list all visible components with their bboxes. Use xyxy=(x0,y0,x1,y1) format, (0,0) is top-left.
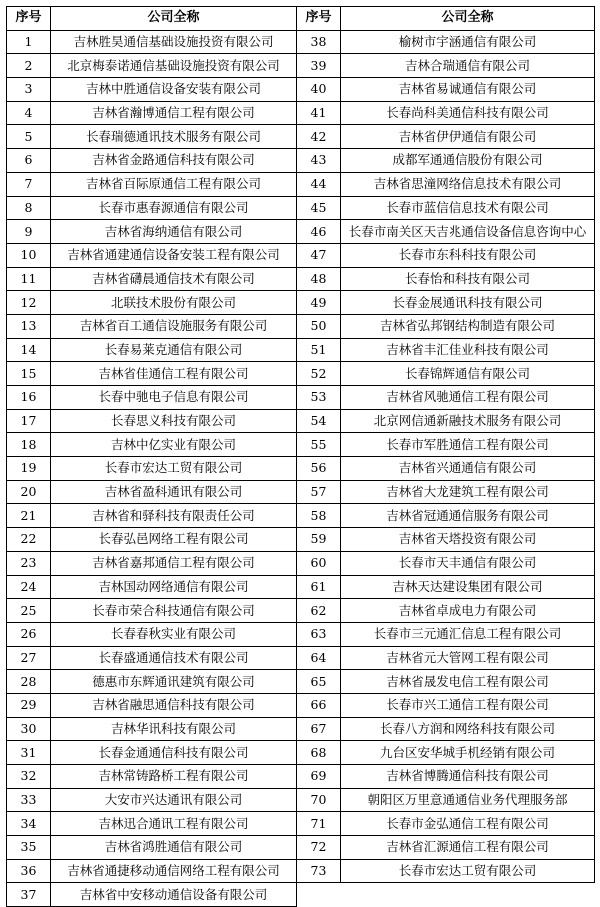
row-number: 15 xyxy=(7,362,51,386)
company-name: 长春市兴工通信工程有限公司 xyxy=(341,693,595,717)
row-number: 49 xyxy=(297,291,341,315)
row-number: 53 xyxy=(297,386,341,410)
company-name: 长春市蓝信信息技术有限公司 xyxy=(341,196,595,220)
table-row xyxy=(7,528,297,552)
row-number: 55 xyxy=(297,433,341,457)
table-row xyxy=(7,362,297,386)
table-row xyxy=(297,528,595,552)
table-row xyxy=(297,172,595,196)
table-row xyxy=(297,599,595,623)
company-name: 长春市三元通汇信息工程有限公司 xyxy=(341,622,595,646)
row-number: 56 xyxy=(297,457,341,481)
row-number: 48 xyxy=(297,267,341,291)
seq-header: 序号 xyxy=(7,7,51,31)
table-row xyxy=(297,693,595,717)
company-name: 成都军通通信股份有限公司 xyxy=(341,149,595,173)
table-row xyxy=(7,172,297,196)
company-name: 长春市荣合科技通信有限公司 xyxy=(51,599,297,623)
company-name: 吉林省通建通信设备安装工程有限公司 xyxy=(51,243,297,267)
table-row xyxy=(297,551,595,575)
company-name: 长春瑞德通讯技术服务有限公司 xyxy=(51,125,297,149)
row-number: 34 xyxy=(7,812,51,836)
row-number: 47 xyxy=(297,243,341,267)
row-number: 20 xyxy=(7,480,51,504)
company-name: 吉林迅合通讯工程有限公司 xyxy=(51,812,297,836)
company-name: 大安市兴达通讯有限公司 xyxy=(51,788,297,812)
table-row xyxy=(297,622,595,646)
row-number: 8 xyxy=(7,196,51,220)
row-number: 72 xyxy=(297,836,341,860)
table-row xyxy=(297,362,595,386)
row-number: 14 xyxy=(7,338,51,362)
table-row xyxy=(297,54,595,78)
company-name: 吉林省中安移动通信设备有限公司 xyxy=(51,883,297,907)
company-name: 吉林中胜通信设备安装有限公司 xyxy=(51,78,297,102)
company-name: 吉林省冠通通信服务有限公司 xyxy=(341,504,595,528)
company-name: 长春易莱克通信有限公司 xyxy=(51,338,297,362)
company-name: 吉林胜昊通信基础设施投资有限公司 xyxy=(51,30,297,54)
table-row xyxy=(7,54,297,78)
table-row xyxy=(297,409,595,433)
table-row xyxy=(7,220,297,244)
row-number: 62 xyxy=(297,599,341,623)
company-name: 吉林省瀚博通信工程有限公司 xyxy=(51,101,297,125)
table-row xyxy=(7,693,297,717)
row-number: 66 xyxy=(297,693,341,717)
row-number: 67 xyxy=(297,717,341,741)
company-name: 吉林省嘉邦通信工程有限公司 xyxy=(51,551,297,575)
row-number: 69 xyxy=(297,765,341,789)
company-name: 吉林省天塔投资有限公司 xyxy=(341,528,595,552)
row-number: 39 xyxy=(297,54,341,78)
row-number: 54 xyxy=(297,409,341,433)
row-number: 46 xyxy=(297,220,341,244)
table-row xyxy=(7,480,297,504)
table-row xyxy=(297,386,595,410)
company-name: 吉林省易诚通信有限公司 xyxy=(341,78,595,102)
table-row xyxy=(7,551,297,575)
row-number: 51 xyxy=(297,338,341,362)
table-row xyxy=(7,267,297,291)
table-row xyxy=(297,220,595,244)
table-row xyxy=(7,622,297,646)
company-name: 榆树市宇涵通信有限公司 xyxy=(341,30,595,54)
company-name: 吉林省礴晨通信技术有限公司 xyxy=(51,267,297,291)
row-number: 10 xyxy=(7,243,51,267)
row-number: 1 xyxy=(7,30,51,54)
company-name: 吉林省百工通信设施服务有限公司 xyxy=(51,314,297,338)
row-number: 29 xyxy=(7,693,51,717)
company-name: 长春市惠春源通信有限公司 xyxy=(51,196,297,220)
row-number: 65 xyxy=(297,670,341,694)
company-name: 长春市东科科技有限公司 xyxy=(341,243,595,267)
table-row xyxy=(297,646,595,670)
table-row xyxy=(7,314,297,338)
company-name: 吉林省伊伊通信有限公司 xyxy=(341,125,595,149)
row-number: 73 xyxy=(297,859,341,883)
row-number: 19 xyxy=(7,457,51,481)
row-number: 18 xyxy=(7,433,51,457)
company-name: 北联技术股份有限公司 xyxy=(51,291,297,315)
table-row xyxy=(7,670,297,694)
row-number: 58 xyxy=(297,504,341,528)
row-number: 4 xyxy=(7,101,51,125)
company-name: 长春怡和科技有限公司 xyxy=(341,267,595,291)
row-number: 32 xyxy=(7,765,51,789)
table-row xyxy=(297,765,595,789)
company-name: 北京网信通新融技术服务有限公司 xyxy=(341,409,595,433)
row-number: 64 xyxy=(297,646,341,670)
row-number: 35 xyxy=(7,836,51,860)
table-row xyxy=(297,196,595,220)
row-number: 17 xyxy=(7,409,51,433)
row-number: 9 xyxy=(7,220,51,244)
company-name: 吉林省百际原通信工程有限公司 xyxy=(51,172,297,196)
company-name: 长春八方润和网络科技有限公司 xyxy=(341,717,595,741)
table-row xyxy=(7,646,297,670)
company-name: 长春市天丰通信有限公司 xyxy=(341,551,595,575)
table-row xyxy=(297,267,595,291)
row-number: 23 xyxy=(7,551,51,575)
company-table-left xyxy=(6,6,297,907)
company-name: 吉林省盈科通讯有限公司 xyxy=(51,480,297,504)
row-number: 70 xyxy=(297,788,341,812)
company-name: 吉林省博腾通信科技有限公司 xyxy=(341,765,595,789)
table-row xyxy=(7,717,297,741)
row-number: 71 xyxy=(297,812,341,836)
row-number: 57 xyxy=(297,480,341,504)
company-name: 吉林中亿实业有限公司 xyxy=(51,433,297,457)
table-row xyxy=(297,314,595,338)
row-number: 41 xyxy=(297,101,341,125)
company-name: 吉林华讯科技有限公司 xyxy=(51,717,297,741)
table-row xyxy=(7,504,297,528)
row-number: 31 xyxy=(7,741,51,765)
name-header: 公司全称 xyxy=(341,7,595,31)
table-row xyxy=(297,457,595,481)
table-row xyxy=(7,196,297,220)
table-row xyxy=(7,765,297,789)
company-name: 长春弘邑网络工程有限公司 xyxy=(51,528,297,552)
table-row xyxy=(297,504,595,528)
table-row xyxy=(7,599,297,623)
row-number: 25 xyxy=(7,599,51,623)
table-row xyxy=(297,717,595,741)
company-name: 长春市宏达工贸有限公司 xyxy=(341,859,595,883)
table-row xyxy=(7,859,297,883)
company-name: 吉林省弘邦钢结构制造有限公司 xyxy=(341,314,595,338)
company-name: 吉林省兴通通信有限公司 xyxy=(341,457,595,481)
row-number: 7 xyxy=(7,172,51,196)
table-row xyxy=(7,433,297,457)
table-row xyxy=(7,243,297,267)
row-number: 11 xyxy=(7,267,51,291)
company-name: 吉林省思潼网络信息技术有限公司 xyxy=(341,172,595,196)
table-row xyxy=(297,670,595,694)
company-name: 吉林省和驿科技有限责任公司 xyxy=(51,504,297,528)
row-number: 22 xyxy=(7,528,51,552)
seq-header: 序号 xyxy=(297,7,341,31)
company-name: 长春春秋实业有限公司 xyxy=(51,622,297,646)
company-name: 长春尚科美通信科技有限公司 xyxy=(341,101,595,125)
row-number: 44 xyxy=(297,172,341,196)
company-name: 吉林省汇源通信工程有限公司 xyxy=(341,836,595,860)
company-name: 吉林省鸿胜通信有限公司 xyxy=(51,836,297,860)
table-row xyxy=(297,433,595,457)
table-row xyxy=(7,575,297,599)
row-number: 37 xyxy=(7,883,51,907)
row-number: 45 xyxy=(297,196,341,220)
company-name: 长春金通通信科技有限公司 xyxy=(51,741,297,765)
company-name: 吉林省佳通信工程有限公司 xyxy=(51,362,297,386)
row-number: 50 xyxy=(297,314,341,338)
row-number: 68 xyxy=(297,741,341,765)
company-name: 吉林合瑞通信有限公司 xyxy=(341,54,595,78)
company-name: 吉林省大龙建筑工程有限公司 xyxy=(341,480,595,504)
row-number: 43 xyxy=(297,149,341,173)
row-number: 52 xyxy=(297,362,341,386)
company-name: 吉林省晟发电信工程有限公司 xyxy=(341,670,595,694)
row-number: 26 xyxy=(7,622,51,646)
header-row xyxy=(297,7,595,31)
row-number: 16 xyxy=(7,386,51,410)
company-name: 吉林常铸路桥工程有限公司 xyxy=(51,765,297,789)
table-row xyxy=(7,291,297,315)
table-row xyxy=(7,741,297,765)
row-number: 60 xyxy=(297,551,341,575)
company-name: 德惠市东辉通讯建筑有限公司 xyxy=(51,670,297,694)
table-row xyxy=(7,883,297,907)
row-number: 3 xyxy=(7,78,51,102)
row-number: 30 xyxy=(7,717,51,741)
company-name: 吉林国动网络通信有限公司 xyxy=(51,575,297,599)
name-header: 公司全称 xyxy=(51,7,297,31)
table-row xyxy=(297,78,595,102)
row-number: 24 xyxy=(7,575,51,599)
table-row xyxy=(7,788,297,812)
row-number: 40 xyxy=(297,78,341,102)
company-name: 长春市宏达工贸有限公司 xyxy=(51,457,297,481)
table-row xyxy=(297,338,595,362)
company-name: 长春市南关区天吉兆通信设备信息咨询中心 xyxy=(341,220,595,244)
row-number: 42 xyxy=(297,125,341,149)
row-number: 61 xyxy=(297,575,341,599)
table-row xyxy=(297,859,595,883)
table-row xyxy=(297,788,595,812)
table-row xyxy=(7,338,297,362)
company-name: 吉林天达建设集团有限公司 xyxy=(341,575,595,599)
table-row xyxy=(297,291,595,315)
company-name: 吉林省通捷移动通信网络工程有限公司 xyxy=(51,859,297,883)
table-row xyxy=(7,78,297,102)
company-name: 长春中驰电子信息有限公司 xyxy=(51,386,297,410)
row-number: 28 xyxy=(7,670,51,694)
company-name: 朝阳区万里意通通信业务代理服务部 xyxy=(341,788,595,812)
table-row xyxy=(297,741,595,765)
table-row xyxy=(297,480,595,504)
table-row xyxy=(297,30,595,54)
table-row xyxy=(297,149,595,173)
table-row xyxy=(297,125,595,149)
company-name: 吉林省海纳通信有限公司 xyxy=(51,220,297,244)
company-name: 长春市金弘通信工程有限公司 xyxy=(341,812,595,836)
company-name: 吉林省融思通信科技有限公司 xyxy=(51,693,297,717)
table-row xyxy=(297,575,595,599)
company-name: 九台区安华城手机经销有限公司 xyxy=(341,741,595,765)
table-row xyxy=(297,243,595,267)
table-row xyxy=(7,101,297,125)
row-number: 33 xyxy=(7,788,51,812)
company-name: 长春盛通通信技术有限公司 xyxy=(51,646,297,670)
company-name: 长春市军胜通信工程有限公司 xyxy=(341,433,595,457)
company-name: 吉林省元大管网工程有限公司 xyxy=(341,646,595,670)
table-row xyxy=(7,836,297,860)
row-number: 2 xyxy=(7,54,51,78)
table-row xyxy=(7,125,297,149)
company-name: 长春金展通讯科技有限公司 xyxy=(341,291,595,315)
company-name: 北京梅泰诺通信基础设施投资有限公司 xyxy=(51,54,297,78)
row-number: 59 xyxy=(297,528,341,552)
row-number: 36 xyxy=(7,859,51,883)
table-row xyxy=(297,812,595,836)
header-row xyxy=(7,7,297,31)
row-number: 21 xyxy=(7,504,51,528)
row-number: 27 xyxy=(7,646,51,670)
table-row xyxy=(7,386,297,410)
row-number: 63 xyxy=(297,622,341,646)
company-name: 长春锦辉通信有限公司 xyxy=(341,362,595,386)
table-row xyxy=(297,836,595,860)
table-row xyxy=(7,457,297,481)
company-table-right xyxy=(296,6,595,883)
row-number: 6 xyxy=(7,149,51,173)
table-row xyxy=(7,812,297,836)
table-row xyxy=(7,409,297,433)
company-name: 吉林省卓成电力有限公司 xyxy=(341,599,595,623)
table-row xyxy=(7,30,297,54)
row-number: 38 xyxy=(297,30,341,54)
row-number: 5 xyxy=(7,125,51,149)
company-name: 长春思义科技有限公司 xyxy=(51,409,297,433)
row-number: 13 xyxy=(7,314,51,338)
company-name: 吉林省丰汇佳业科技有限公司 xyxy=(341,338,595,362)
company-name: 吉林省金路通信科技有限公司 xyxy=(51,149,297,173)
row-number: 12 xyxy=(7,291,51,315)
table-row xyxy=(297,101,595,125)
company-name: 吉林省风驰通信工程有限公司 xyxy=(341,386,595,410)
table-row xyxy=(7,149,297,173)
